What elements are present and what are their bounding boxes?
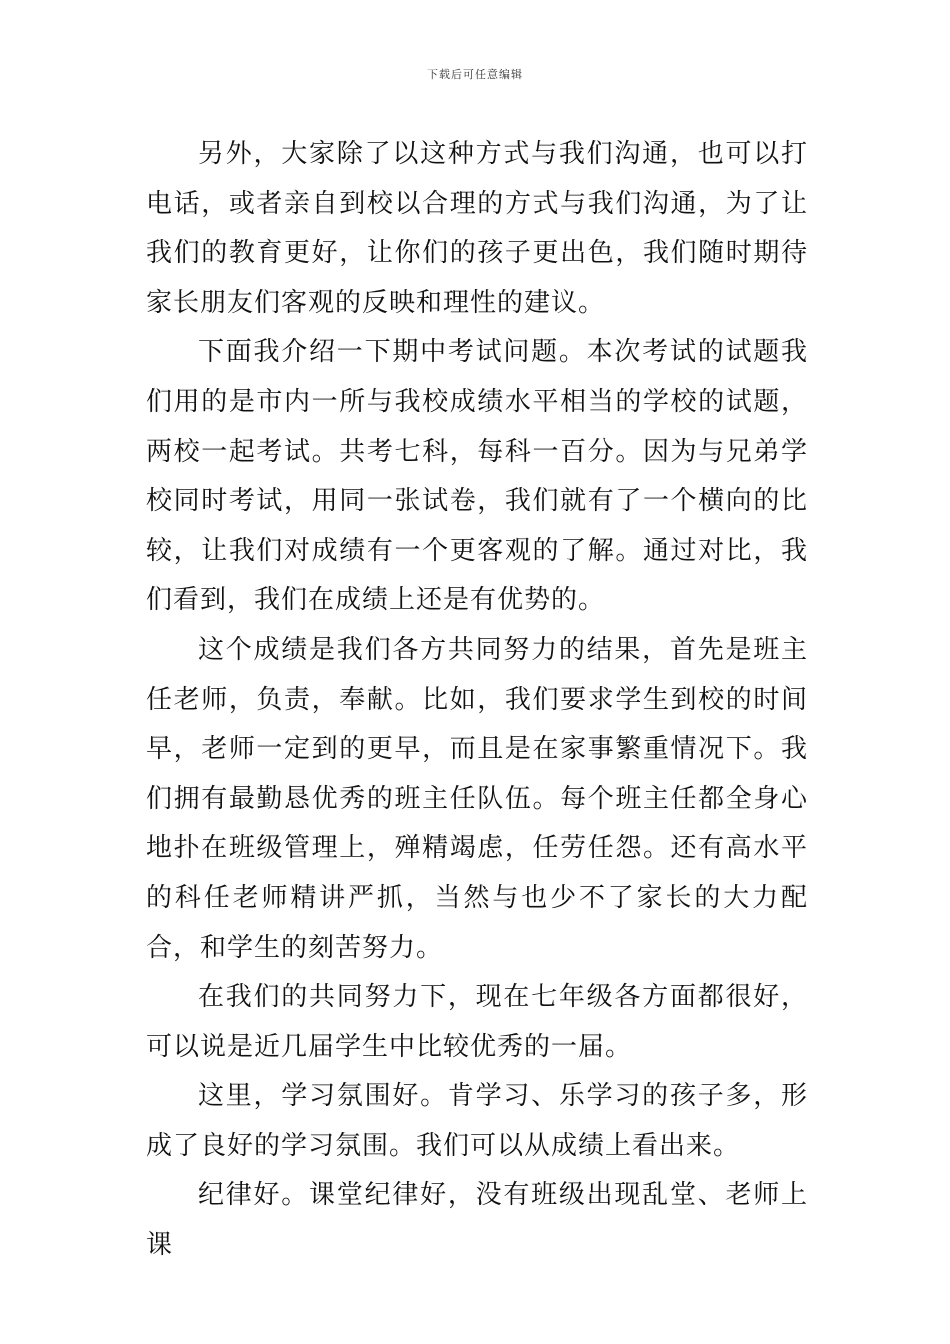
paragraph: 纪律好。课堂纪律好，没有班级出现乱堂、老师上课 (146, 1180, 808, 1261)
paragraph: 在我们的共同努力下，现在七年级各方面都很好，可以说是近几届学生中比较优秀的一届。 (146, 982, 808, 1062)
header-note: 下载后可任意编辑 (427, 68, 523, 81)
paragraph: 下面我介绍一下期中考试问题。本次考试的试题我们用的是市内一所与我校成绩水平相当的学校的试题，两校一起考试。共考七科，每科一百分。因为与兄弟学校同时考试，用同一张试卷，我们就有了一个横向的比较，让我们对成绩有一个更客观的了解。通过对比，我们看到，我们在成绩上还是有优势的。 (146, 337, 808, 616)
paragraph: 这个成绩是我们各方共同努力的结果，首先是班主任老师，负责，奉献。比如，我们要求学生到校的时间早，老师一定到的更早，而且是在家事繁重情况下。我们拥有最勤恳优秀的班主任队伍。每个班主任都全身心地扑在班级管理上，殚精竭虑，任劳任怨。还有高水平的科任老师精讲严抓，当然与也少不了家长的大力配合，和学生的刻苦努力。 (146, 634, 808, 963)
paragraph: 这里，学习氛围好。肯学习、乐学习的孩子多，形成了良好的学习氛围。我们可以从成绩上看出来。 (146, 1081, 808, 1161)
paragraph: 另外，大家除了以这种方式与我们沟通，也可以打电话，或者亲自到校以合理的方式与我们沟通，为了让我们的教育更好，让你们的孩子更出色，我们随时期待家长朋友们客观的反映和理性的建议。 (146, 139, 808, 318)
document-body (146, 130, 808, 1271)
